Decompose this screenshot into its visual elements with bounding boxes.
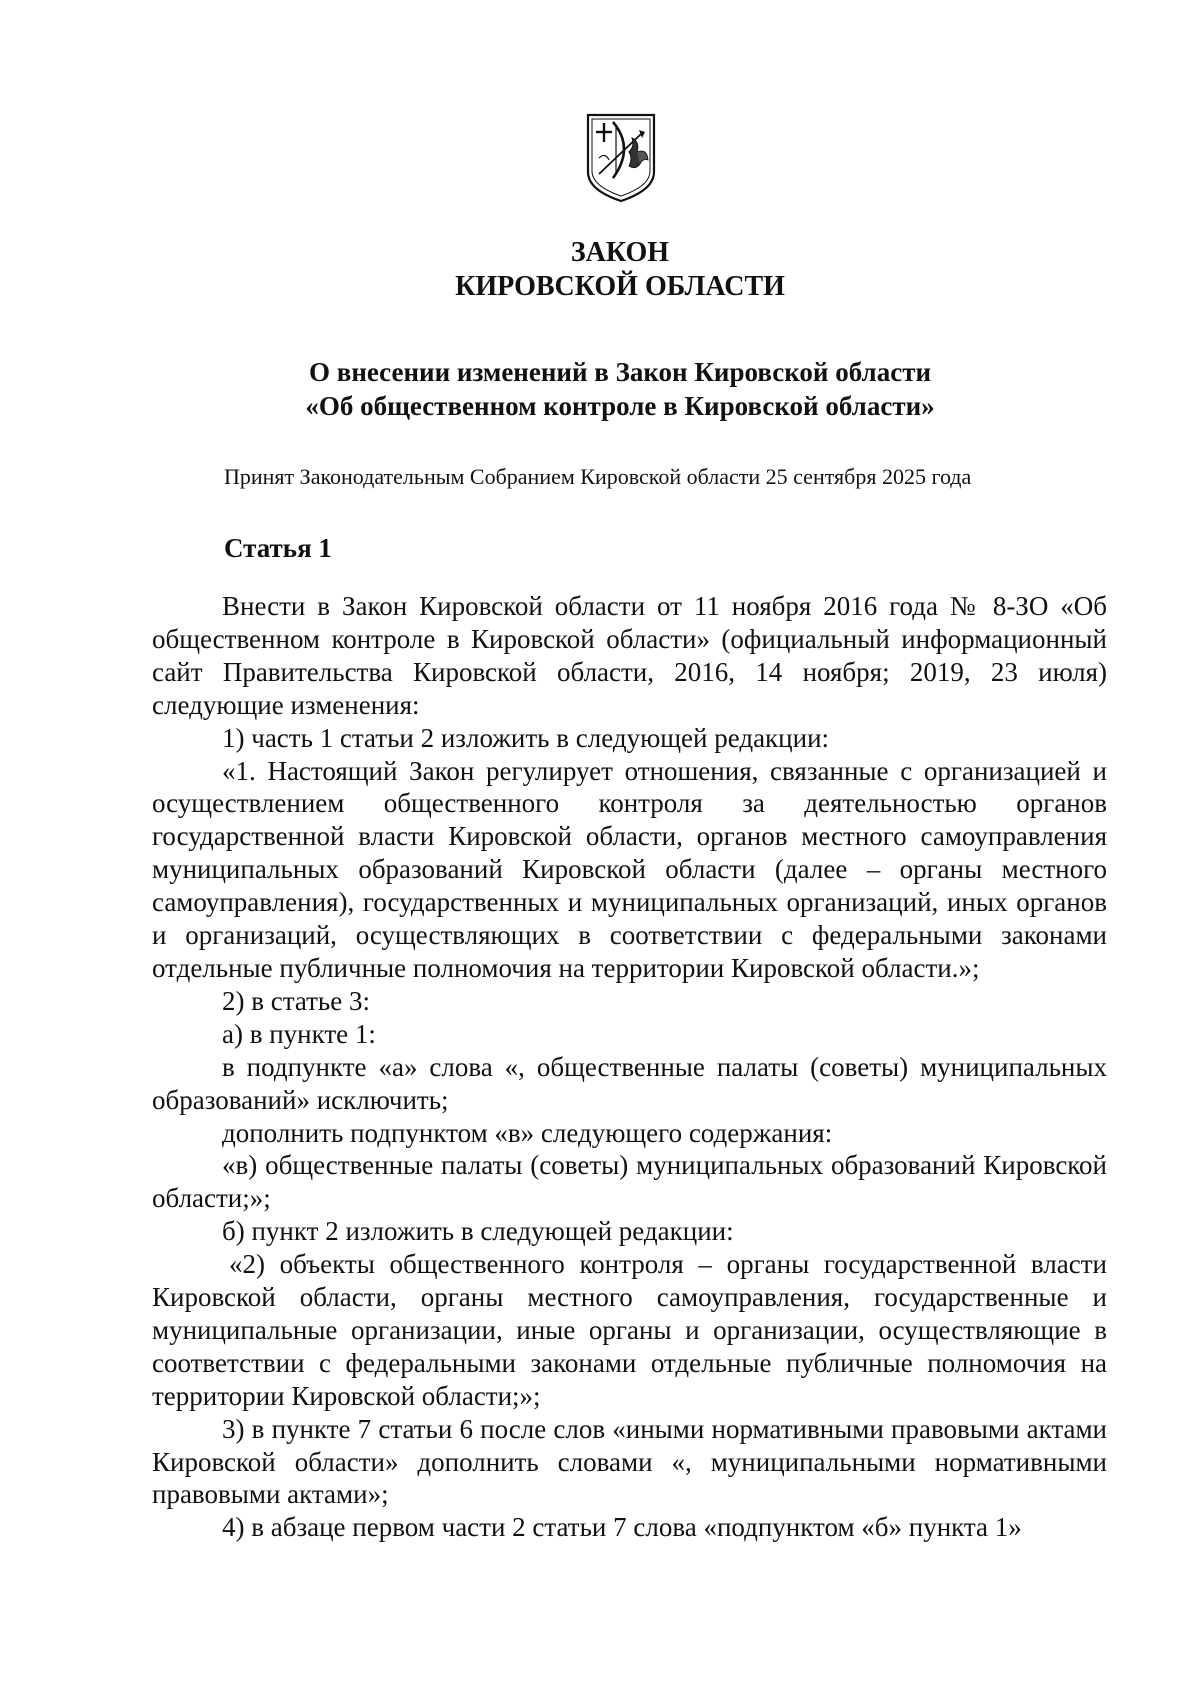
law-subject-line-2: «Об общественном контроле в Кировской области»	[305, 391, 935, 421]
paragraph: в подпункте «а» слова «, общественные палаты (советы) муниципальных образований» исключить;	[152, 1051, 1107, 1115]
paragraph: а) в пункте 1:	[222, 1018, 376, 1049]
paragraph: дополнить подпунктом «в» следующего содержания:	[222, 1117, 833, 1148]
paragraph: 4) в абзаце первом части 2 статьи 7 слова «подпунктом «б» пункта 1»	[222, 1512, 1022, 1543]
law-subject-line-1: О внесении изменений в Закон Кировской области	[308, 357, 932, 387]
paragraph: 1) часть 1 статьи 2 изложить в следующей редакции:	[222, 722, 830, 753]
paragraph: Внести в Закон Кировской области от 11 ноября 2016 года № 8-ЗО «Об общественном контроле в Кировской области» (официальный информационный сайт Правительства Кировской области, 2016, 14 ноября; 2019, 23 июля) следующие изменения:	[152, 591, 1107, 720]
paragraph: 3) в пункте 7 статьи 6 после слов «иными нормативными правовыми актами Кировской области» дополнить словами «, муниципальными нормативными правовыми актами»;	[152, 1413, 1107, 1510]
article-heading: Статья 1	[224, 533, 332, 563]
article-body	[152, 590, 1107, 1544]
paragraph: «в) общественные палаты (советы) муниципальных образований Кировской области;»;	[152, 1150, 1107, 1214]
kirov-region-coat-of-arms-icon	[585, 112, 657, 204]
document-title: ЗАКОН	[570, 237, 670, 268]
paragraph: 2) в статье 3:	[222, 985, 370, 1016]
paragraph: «2) объекты общественного контроля – органы государственной власти Кировской области, органы местного самоуправления, государственные и муниципальные организации, иные органы и организации, осуществляющие в соответствии с федеральными законами отдельные публичные полномочия на территории Кировской области;»;	[152, 1249, 1107, 1411]
document-title-region: КИРОВСКОЙ ОБЛАСТИ	[455, 271, 785, 302]
paragraph: «1. Настоящий Закон регулирует отношения, связанные с организацией и осуществлением общественного контроля за деятельностью органов государственной власти Кировской области, органов местного самоуправления муниципальных образований Кировской области (далее – органы местного самоуправления), государственных и муниципальных организаций, иных органов и организаций, осуществляющих в соответствии с федеральными законами отдельные публичные полномочия на территории Кировской области.»;	[152, 755, 1107, 983]
paragraph: б) пункт 2 изложить в следующей редакции:	[222, 1216, 734, 1247]
adoption-note: Принят Законодательным Собранием Кировской области 25 сентября 2025 года	[224, 464, 972, 489]
